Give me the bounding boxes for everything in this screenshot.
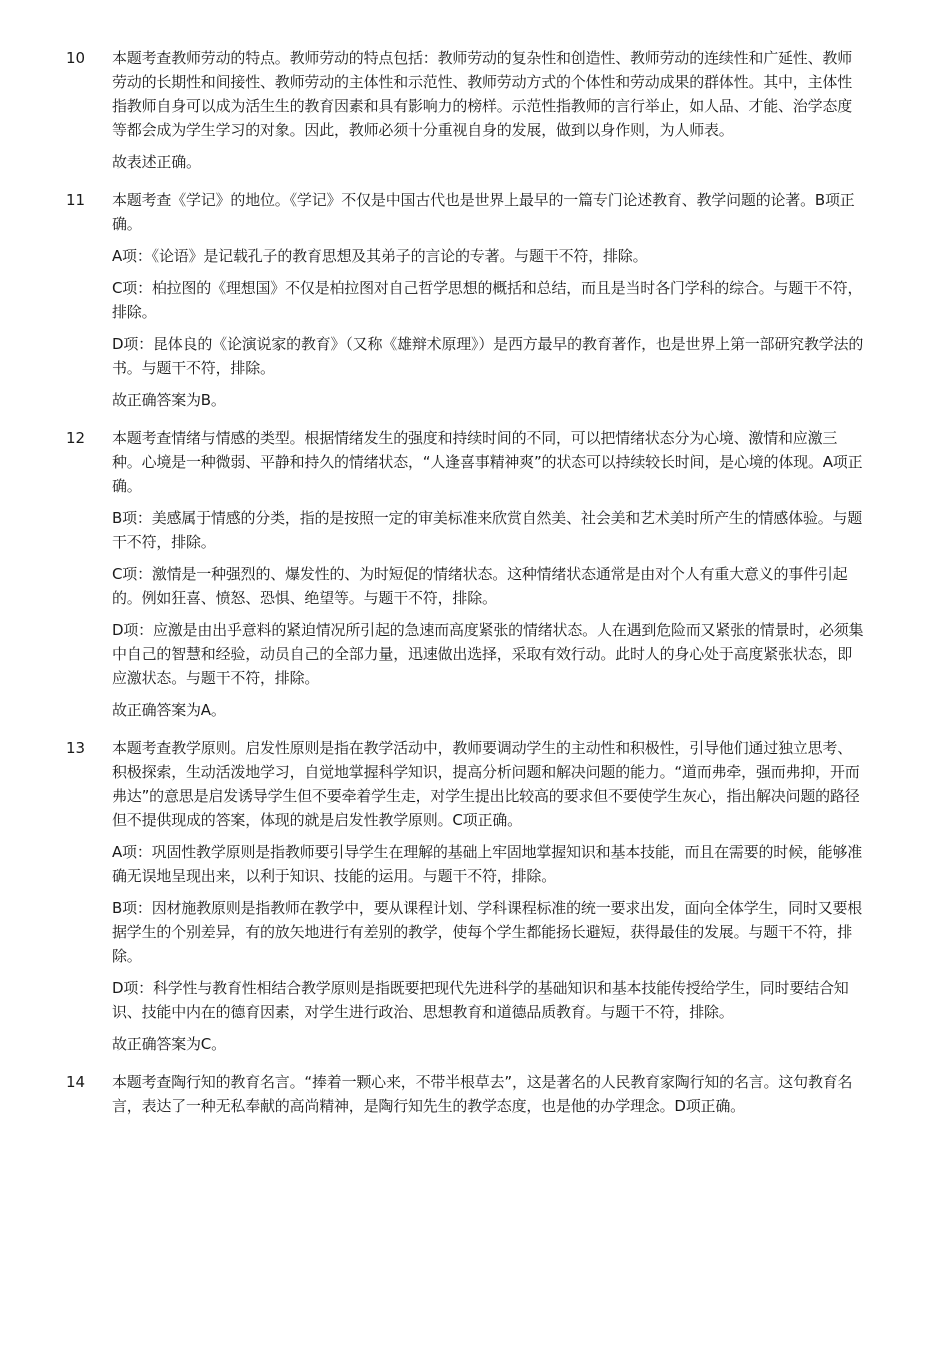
question-number: 11 <box>66 191 86 209</box>
question-12 <box>66 426 866 722</box>
question-number: 13 <box>66 739 86 757</box>
option-d-analysis: D项：昆体良的《论演说家的教育》（又称《雄辩术原理》）是西方最早的教育著作，也是世界上第一部研究教学法的书。与题干不符，排除。 <box>112 335 864 377</box>
explanation-paragraph: 本题考查教师劳动的特点。教师劳动的特点包括：教师劳动的复杂性和创造性、教师劳动的连续性和广延性、教师劳动的长期性和间接性、教师劳动的主体性和示范性、教师劳动方式的个体性和劳动成果的群体性。其中，主体性指教师自身可以成为活生生的教育因素和具有影响力的榜样。示范性指教师的言行举止，如人品、才能、治学态度等都会成为学生学习的对象。因此，教师必须十分重视自身的发展，做到以身作则，为人师表。 <box>112 49 853 139</box>
option-a-analysis: A项：《论语》是记载孔子的教育思想及其弟子的言论的专著。与题干不符，排除。 <box>112 247 648 265</box>
option-b-analysis: B项：美感属于情感的分类，指的是按照一定的审美标准来欣赏自然美、社会美和艺术美时所产生的情感体验。与题干不符，排除。 <box>112 509 863 551</box>
answer-conclusion: 故表述正确。 <box>112 153 201 171</box>
option-c-analysis: C项：柏拉图的《理想国》不仅是柏拉图对自己哲学思想的概括和总结，而且是当时各门学科的综合。与题干不符，排除。 <box>112 279 863 321</box>
question-explanation <box>112 426 866 722</box>
question-14 <box>66 1070 866 1118</box>
answer-conclusion: 故正确答案为A。 <box>112 701 226 719</box>
question-10 <box>66 46 866 174</box>
option-a-analysis: A项：巩固性教学原则是指教师要引导学生在理解的基础上牢固地掌握知识和基本技能，而且在需要的时候，能够准确无误地呈现出来，以利于知识、技能的运用。与题干不符，排除。 <box>112 843 863 885</box>
explanation-paragraph: 本题考查情绪与情感的类型。根据情绪发生的强度和持续时间的不同，可以把情绪状态分为心境、激情和应激三种。心境是一种微弱、平静和持久的情绪状态，“人逢喜事精神爽”的状态可以持续较长时间，是心境的体现。A项正确。 <box>112 429 863 495</box>
explanation-paragraph: 本题考查陶行知的教育名言。“捧着一颗心来，不带半根草去”，这是著名的人民教育家陶行知的名言。这句教育名言，表达了一种无私奉献的高尚精神，是陶行知先生的教学态度，也是他的办学理念。D项正确。 <box>112 1073 853 1115</box>
answer-conclusion: 故正确答案为C。 <box>112 1035 226 1053</box>
question-explanation <box>112 188 866 412</box>
question-11 <box>66 188 866 412</box>
question-number: 10 <box>66 49 86 67</box>
question-explanation <box>112 46 866 174</box>
option-c-analysis: C项：激情是一种强烈的、爆发性的、为时短促的情绪状态。这种情绪状态通常是由对个人有重大意义的事件引起的。例如狂喜、愤怒、恐惧、绝望等。与题干不符，排除。 <box>112 565 848 607</box>
option-d-analysis: D项：应激是由出乎意料的紧迫情况所引起的急速而高度紧张的情绪状态。人在遇到危险而又紧张的情景时，必须集中自己的智慧和经验，动员自己的全部力量，迅速做出选择，采取有效行动。此时人的身心处于高度紧张状态，即应激状态。与题干不符，排除。 <box>112 621 864 687</box>
explanation-paragraph: 本题考查教学原则。启发性原则是指在教学活动中，教师要调动学生的主动性和积极性，引导他们通过独立思考、积极探索，生动活泼地学习，自觉地掌握科学知识，提高分析问题和解决问题的能力。“道而弗牵，强而弗抑，开而弗达”的意思是启发诱导学生但不要牵着学生走，对学生提出比较高的要求但不要使学生灰心，指出解决问题的路径但不提供现成的答案，体现的就是启发性教学原则。C项正确。 <box>112 739 860 829</box>
question-number: 14 <box>66 1073 86 1091</box>
answer-conclusion: 故正确答案为B。 <box>112 391 226 409</box>
explanation-paragraph: 本题考查《学记》的地位。《学记》不仅是中国古代也是世界上最早的一篇专门论述教育、教学问题的论著。B项正确。 <box>112 191 855 233</box>
question-13 <box>66 736 866 1056</box>
question-explanation <box>112 1070 866 1118</box>
option-b-analysis: B项：因材施教原则是指教师在教学中，要从课程计划、学科课程标准的统一要求出发，面向全体学生，同时又要根据学生的个别差异，有的放矢地进行有差别的教学，使每个学生都能扬长避短，获得最佳的发展。与题干不符，排除。 <box>112 899 863 965</box>
question-explanation <box>112 736 866 1056</box>
question-number: 12 <box>66 429 86 447</box>
option-d-analysis: D项：科学性与教育性相结合教学原则是指既要把现代先进科学的基础知识和基本技能传授给学生，同时要结合知识、技能中内在的德育因素，对学生进行政治、思想教育和道德品质教育。与题干不符，排除。 <box>112 979 849 1021</box>
